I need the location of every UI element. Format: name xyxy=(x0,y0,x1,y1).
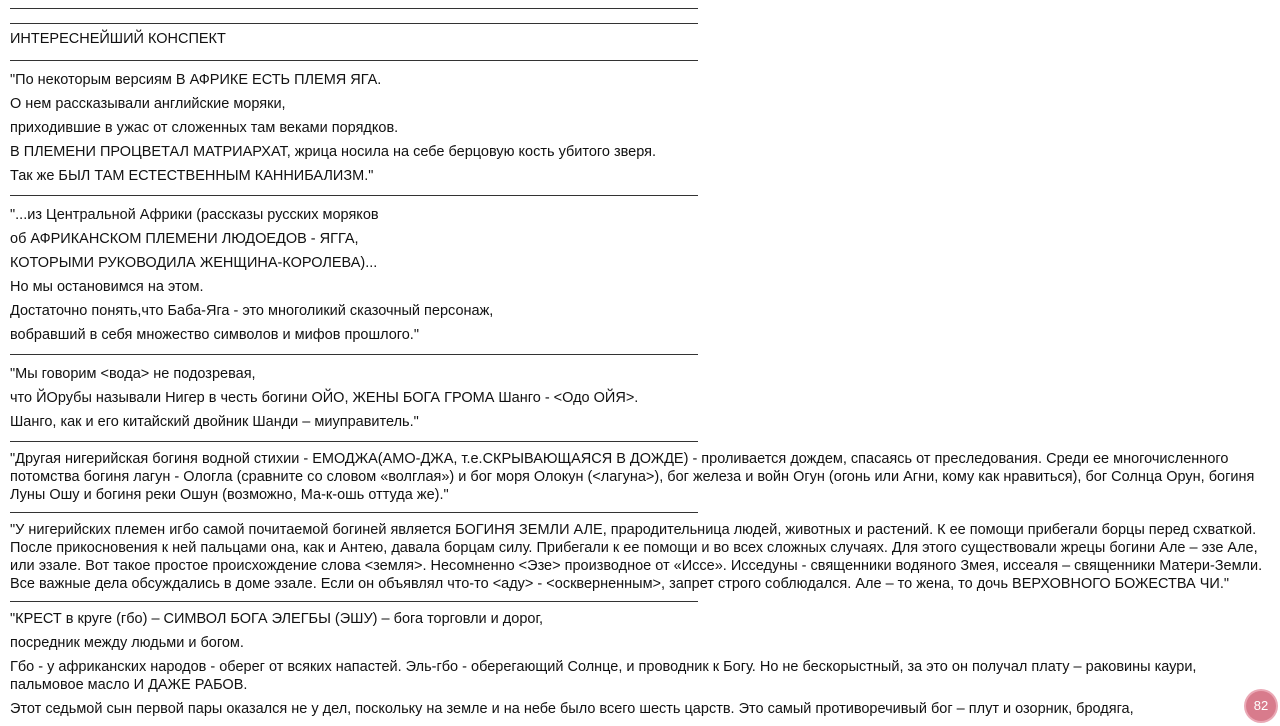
text-paragraph: Гбо - у африканских народов - оберег от всяких напастей. Эль-гбо - оберегающий Солнце, и проводник к Богу. Но не бескорыстный, за это он получал плату – раковины каури, пальмовое масло И ДАЖЕ РАБОВ. xyxy=(10,659,1197,693)
text-line: что ЙОрубы называли Нигер в честь богини ОЙО, ЖЕНЫ БОГА ГРОМА Шанго - <Одо ОЙЯ>. xyxy=(10,390,639,406)
text-paragraph: "Другая нигерийская богиня водной стихии - ЕМОДЖА(АМО-ДЖА, т.е.СКРЫВАЮЩАЯСЯ В ДОЖДЕ) - проливается дождем, спасаясь от преследования. Среди ее многочисленного потомства богиня лагун - Ологла (сравните со словом «волглая») и бог моря Олокун (<лагуна>), бог железа и войн Огун (огонь или Агни, кому как нравиться), бог Солнца Орун, богиня Луны Ошу и богиня реки Ошун (возможно, Ма-к-ошь оттуда же)." xyxy=(10,451,1255,503)
text-line: посредник между людьми и богом. xyxy=(10,635,244,651)
text-line: приходившие в ужас от сложенных там веками порядков. xyxy=(10,120,399,136)
text-line: "По некоторым версиям В АФРИКЕ ЕСТЬ ПЛЕМЯ ЯГА. xyxy=(10,72,382,88)
text-line: Но мы остановимся на этом. xyxy=(10,279,204,295)
text-line: Так же БЫЛ ТАМ ЕСТЕСТВЕННЫМ КАННИБАЛИЗМ." xyxy=(10,168,374,184)
text-line: Шанго, как и его китайский двойник Шанди – миуправитель." xyxy=(10,414,419,430)
text-line: "КРЕСТ в круге (гбо) – СИМВОЛ БОГА ЭЛЕГБЫ (ЭШУ) – бога торговли и дорог, xyxy=(10,611,543,627)
text-line: КОТОРЫМИ РУКОВОДИЛА ЖЕНЩИНА-КОРОЛЕВА)... xyxy=(10,255,378,271)
document-body xyxy=(10,0,1272,718)
text-line: "Мы говорим <вода> не подозревая, xyxy=(10,366,256,382)
section xyxy=(10,206,1272,344)
text-line: об АФРИКАНСКОМ ПЛЕМЕНИ ЛЮДОЕДОВ - ЯГГА, xyxy=(10,231,359,247)
text-line: вобравший в себя множество символов и мифов прошлого." xyxy=(10,327,419,343)
section xyxy=(10,610,1272,718)
text-paragraph: Этот седьмой сын первой пары оказался не у дел, поскольку на земле и на небе было всего шесть царств. Это самый противоречивый бог – плут и озорник, бродяга, xyxy=(10,701,1134,717)
text-paragraph: "У нигерийских племен игбо самой почитаемой богиней является БОГИНЯ ЗЕМЛИ АЛЕ, прародительница людей, животных и растений. К ее помощи прибегали борцы перед схваткой. После прикосновения к ней пальцами она, как и Антею, давала борцам силу. Прибегали к ее помощи и во всех сложных случаях. Для этого существовали жрецы богини Але – эзе Але, или эзале. Вот такое простое происхождение слова <земля>. Несомненно <Эзе> производное от «Иссе». Исседуны - священники водяного Змея, иссеаля – священники Матери-Земли. Все важные дела обсуждались в доме эзале. Если он объявлял что-то <аду> - <оскверненным>, запрет строго соблюдался. Але – то жена, то дочь ВЕРХОВНОГО БОЖЕСТВА ЧИ." xyxy=(10,522,1263,592)
page-title: ИНТЕРЕСНЕЙШИЙ КОНСПЕКТ xyxy=(10,31,226,47)
text-line: Достаточно понять,что Баба-Яга - это многоликий сказочный персонаж, xyxy=(10,303,494,319)
text-line: "...из Центральной Африки (рассказы русских моряков xyxy=(10,207,379,223)
section xyxy=(10,71,1272,185)
notification-count-badge[interactable]: 82 xyxy=(1246,691,1276,721)
text-line: В ПЛЕМЕНИ ПРОЦВЕТАЛ МАТРИАРХАТ, жрица носила на себе берцовую кость убитого зверя. xyxy=(10,144,657,160)
text-line: О нем рассказывали английские моряки, xyxy=(10,96,286,112)
section xyxy=(10,365,1272,431)
